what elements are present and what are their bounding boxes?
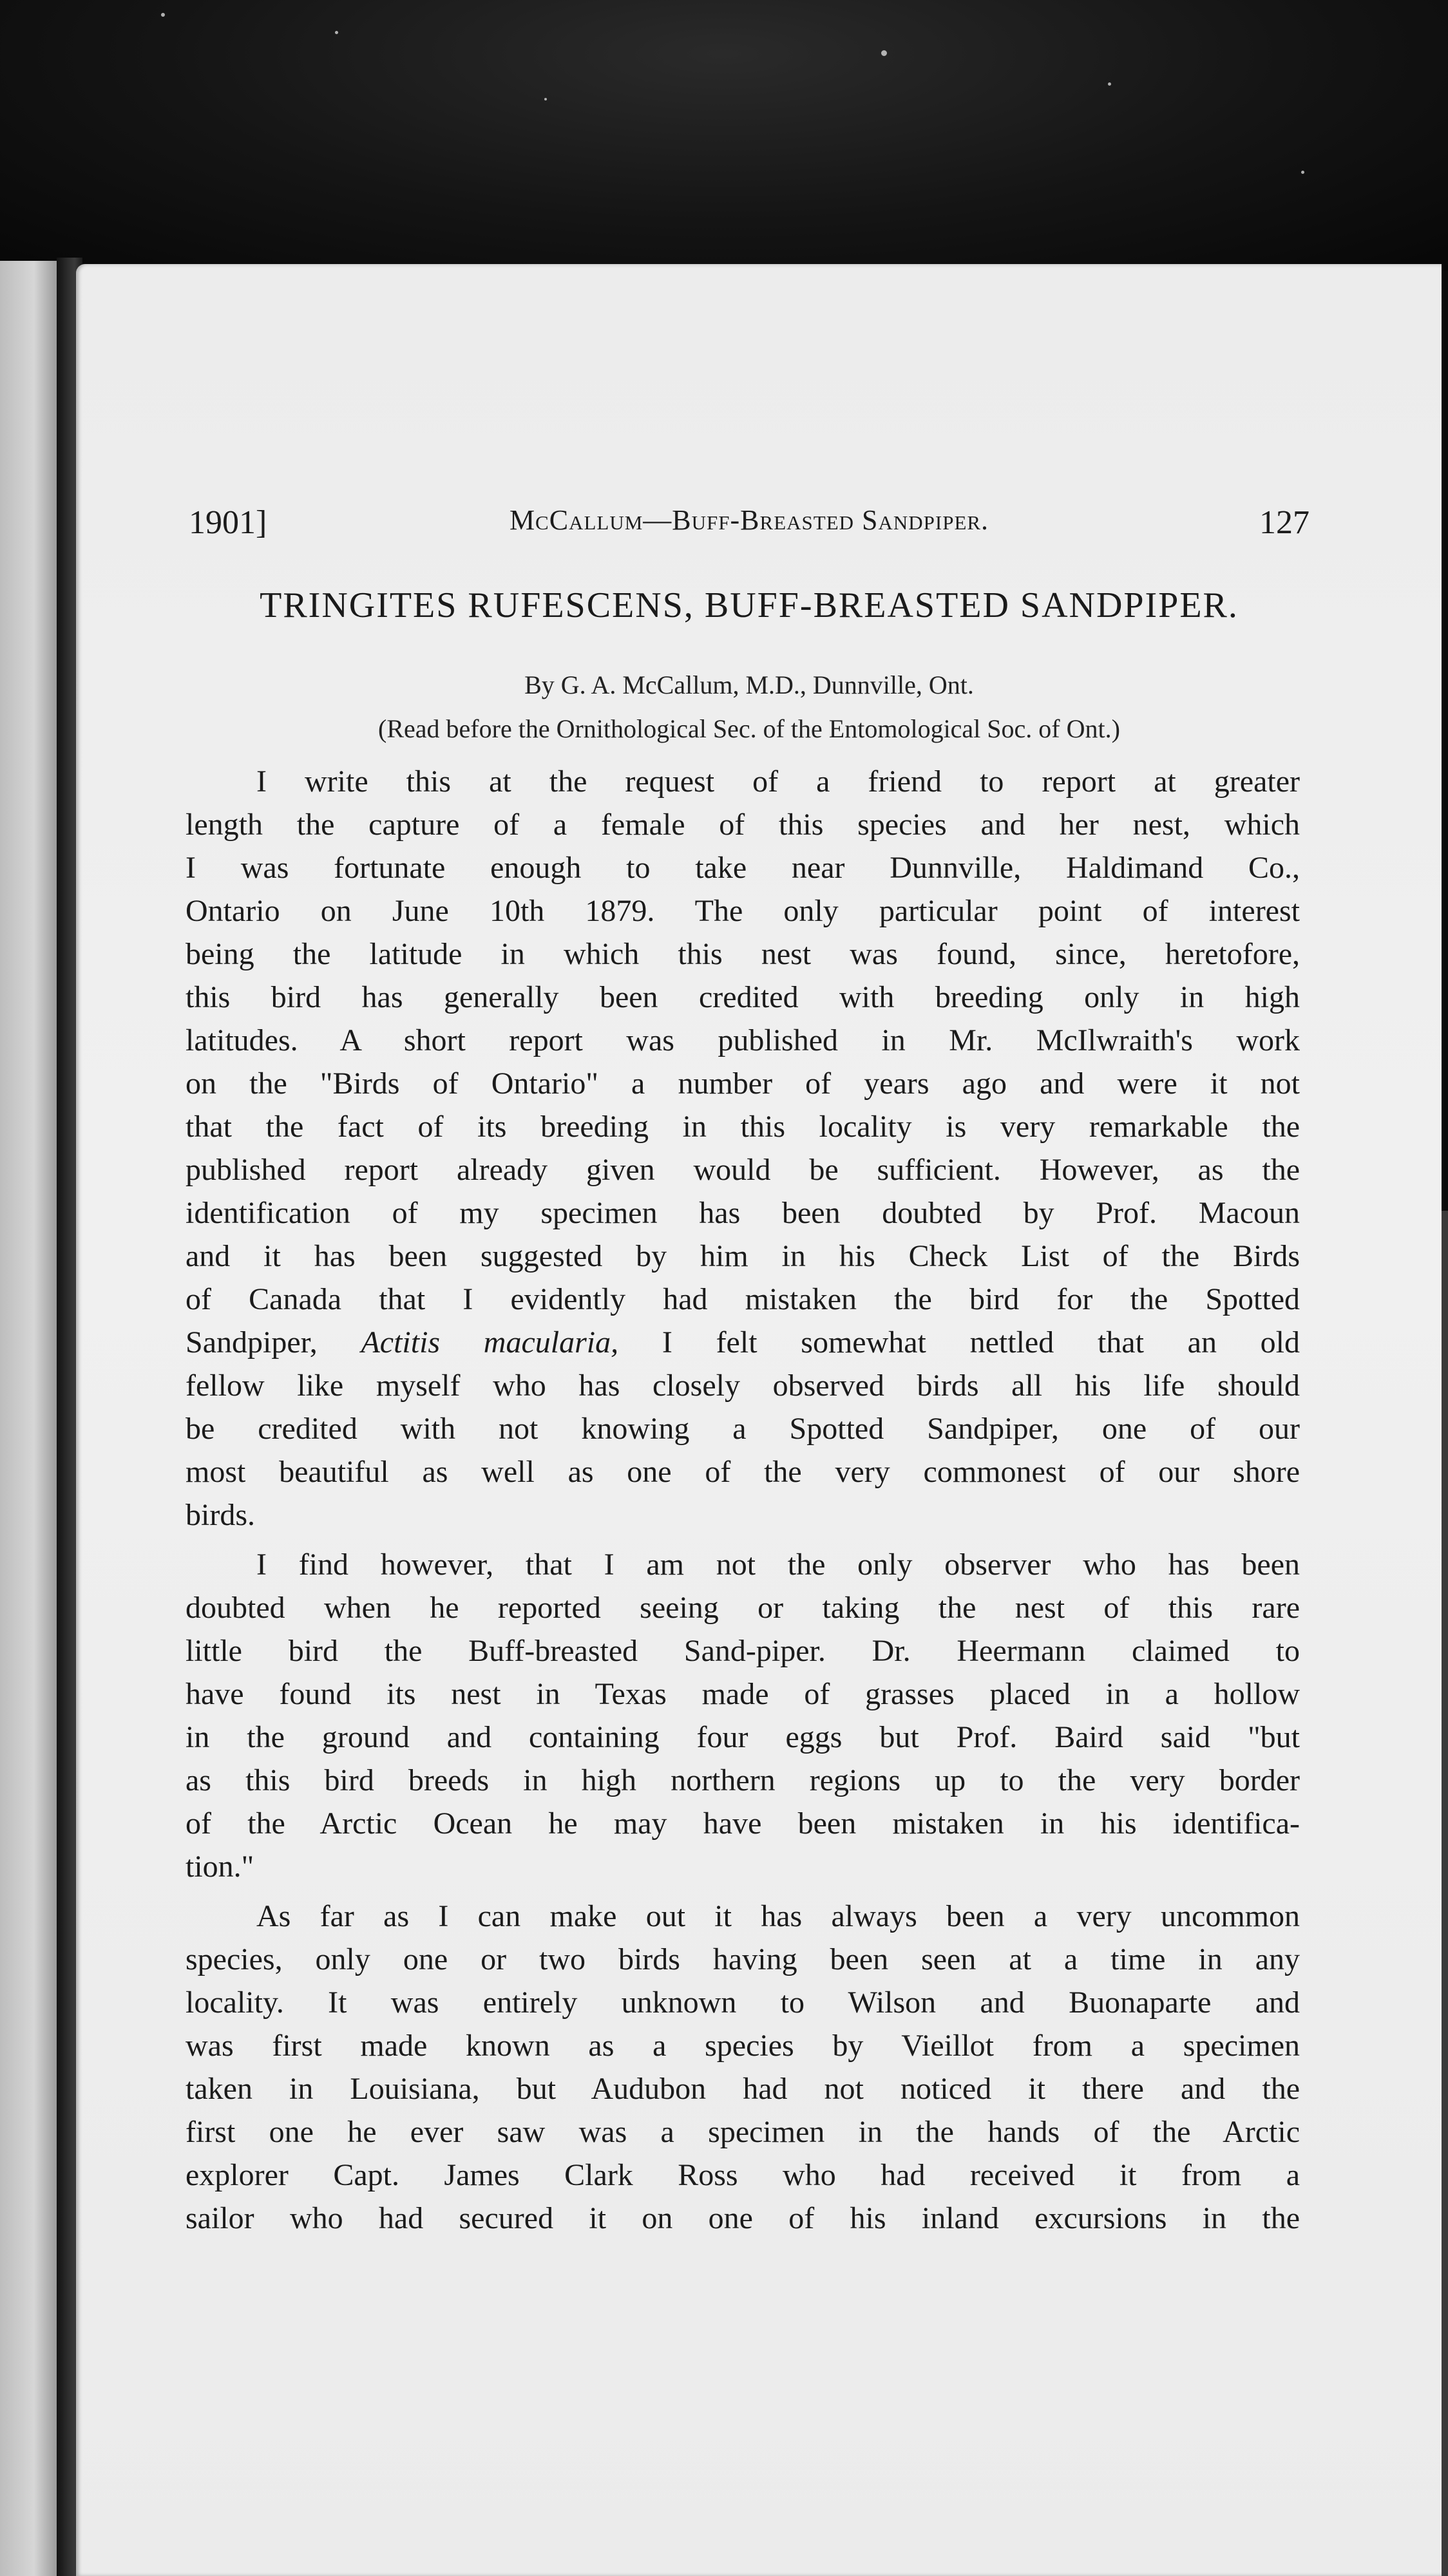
text-line-with-species-name <box>186 1321 1300 1364</box>
dust-speck <box>335 31 338 34</box>
text-line: most beautiful as well as one of the very commonest of our shore <box>186 1455 1300 1489</box>
header-year: 1901] <box>189 504 267 541</box>
text-line: and it has been suggested by him in his Check List of the Birds <box>186 1239 1300 1273</box>
adjacent-page-edge <box>0 261 57 2576</box>
text-line: of the Arctic Ocean he may have been mistaken in his identifica- <box>186 1806 1300 1841</box>
text-line: on the "Birds of Ontario" a number of years ago and were it not <box>186 1066 1300 1101</box>
dust-speck <box>881 50 887 56</box>
paragraph-gap <box>186 1888 1300 1895</box>
text-line: sailor who had secured it on one of his inland excursions in the <box>186 2201 1300 2235</box>
text-fragment: I felt somewhat nettled that an old <box>618 1325 1300 1359</box>
text-line: this bird has generally been credited with breeding only in high <box>186 980 1300 1014</box>
paragraph-1 <box>186 760 1300 1537</box>
text-line: I was fortunate enough to take near Dunnville, Haldimand Co., <box>186 851 1300 885</box>
dust-speck <box>544 98 547 100</box>
dust-speck <box>161 13 165 17</box>
text-line: fellow like myself who has closely observed birds all his life should <box>186 1368 1300 1403</box>
text-line: As far as I can make out it has always been a very uncommon <box>256 1899 1300 1933</box>
text-line: that the fact of its breeding in this locality is very remarkable the <box>186 1110 1300 1144</box>
text-line: identification of my specimen has been doubted by Prof. Macoun <box>186 1196 1300 1230</box>
text-line: latitudes. A short report was published in Mr. McIlwraith's work <box>186 1023 1300 1057</box>
text-fragment: Sandpiper, <box>186 1325 361 1359</box>
paragraph-2 <box>186 1543 1300 1888</box>
text-line: published report already given would be sufficient. However, as the <box>186 1153 1300 1187</box>
dark-background <box>0 0 1448 270</box>
text-line: locality. It was entirely unknown to Wilson and Buonaparte and <box>186 1985 1300 2020</box>
text-line: doubted when he reported seeing or taking the nest of this rare <box>186 1591 1300 1625</box>
text-line: birds. <box>186 1498 255 1532</box>
article-body <box>186 760 1300 2240</box>
text-line: as this bird breeds in high northern regions up to the very border <box>186 1763 1300 1797</box>
book-page <box>76 264 1442 2576</box>
text-line: in the ground and containing four eggs but Prof. Baird said "but <box>186 1720 1300 1754</box>
text-line: Ontario on June 10th 1879. The only particular point of interest <box>186 894 1300 928</box>
text-line: I find however, that I am not the only observer who has been <box>256 1548 1300 1582</box>
text-line: have found its nest in Texas made of grasses placed in a hollow <box>186 1677 1300 1711</box>
dust-speck <box>1301 171 1304 174</box>
text-line: be credited with not knowing a Spotted Sandpiper, one of our <box>186 1412 1300 1446</box>
text-line: explorer Capt. James Clark Ross who had received it from a <box>186 2158 1300 2192</box>
paragraph-3 <box>186 1895 1300 2240</box>
text-line: length the capture of a female of this species and her nest, which <box>186 808 1300 842</box>
paragraph-gap <box>186 1537 1300 1543</box>
article-title: TRINGITES RUFESCENS, BUFF-BREASTED SANDPIPER. <box>260 585 1239 625</box>
page-number: 127 <box>1259 504 1310 541</box>
text-line: tion." <box>186 1850 254 1884</box>
text-line: being the latitude in which this nest was found, since, heretofore, <box>186 937 1300 971</box>
article-byline: By G. A. McCallum, M.D., Dunnville, Ont. <box>524 670 974 699</box>
right-page-edge <box>1442 1211 1448 2576</box>
text-line: species, only one or two birds having been seen at a time in any <box>186 1942 1300 1976</box>
text-line: of Canada that I evidently had mistaken the bird for the Spotted <box>186 1282 1300 1316</box>
species-name: Actitis macularia, <box>361 1325 619 1359</box>
text-line: I write this at the request of a friend to report at greater <box>256 764 1300 799</box>
text-line: was first made known as a species by Vieillot from a specimen <box>186 2029 1300 2063</box>
text-line: little bird the Buff-breasted Sand-piper. Dr. Heermann claimed to <box>186 1634 1300 1668</box>
text-line: taken in Louisiana, but Audubon had not noticed it there and the <box>186 2072 1300 2106</box>
header-running-title: McCallum—Buff-Breasted Sandpiper. <box>509 504 989 536</box>
text-line: first one he ever saw was a specimen in the hands of the Arctic <box>186 2115 1300 2149</box>
read-note: (Read before the Ornithological Sec. of the Entomological Soc. of Ont.) <box>378 714 1120 743</box>
dust-speck <box>1108 82 1111 86</box>
running-header <box>189 504 1310 562</box>
